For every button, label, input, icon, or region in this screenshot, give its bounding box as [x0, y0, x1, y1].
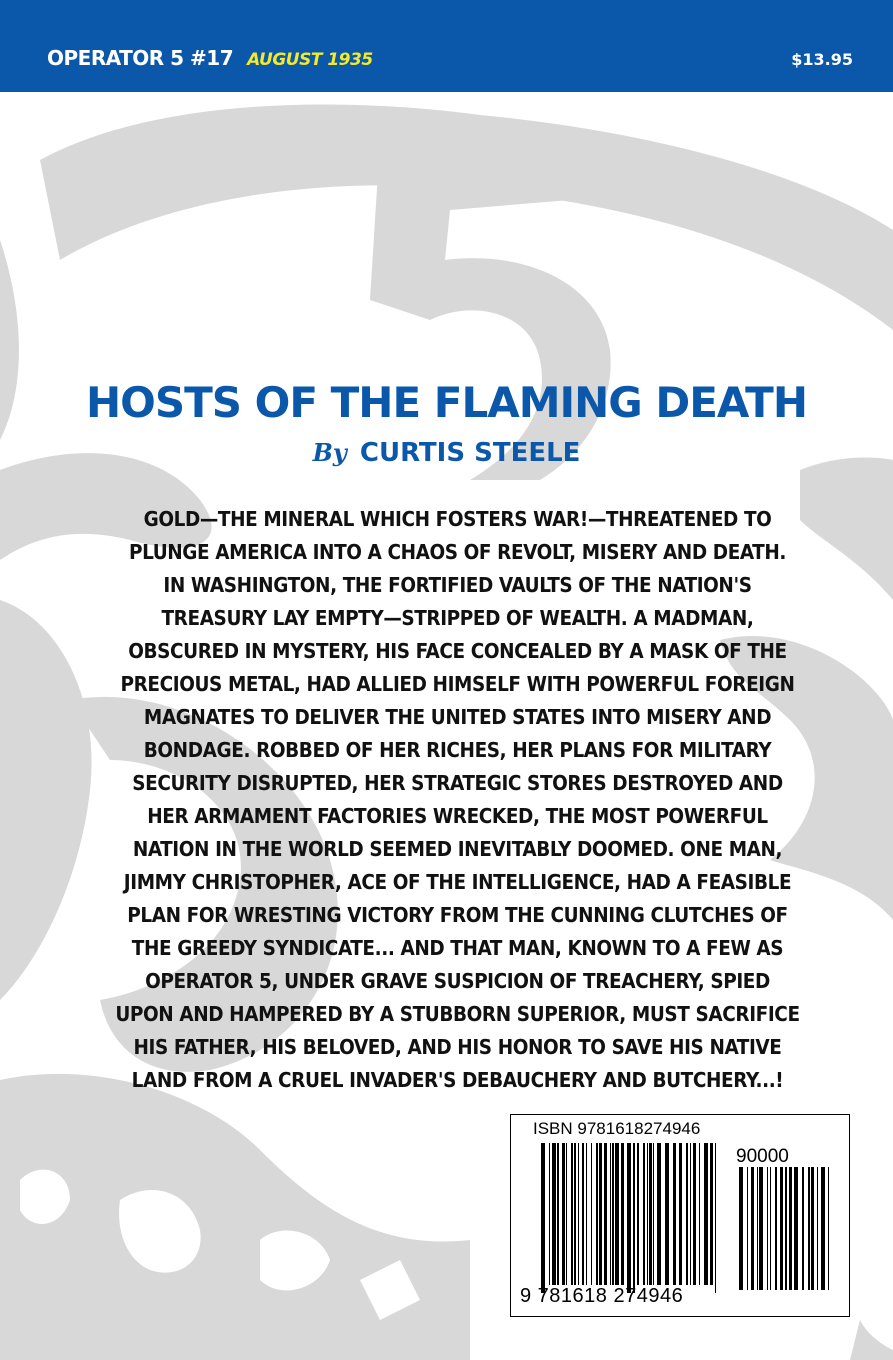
blurb-line: HIS FATHER, HIS BELOVED, AND HIS HONOR TO SAVE HIS NATIVE	[133, 1035, 782, 1059]
barcode-bar	[586, 1143, 587, 1285]
issue-date: AUGUST 1935	[247, 50, 373, 70]
barcode-bar	[610, 1143, 611, 1285]
series-issue: OPERATOR 5 #17	[47, 46, 234, 70]
barcode-bar	[828, 1167, 829, 1290]
blurb-line: HER ARMAMENT FACTORIES WRECKED, THE MOST POWERFUL	[147, 804, 768, 828]
barcode-bar	[808, 1167, 810, 1290]
blurb-line: JIMMY CHRISTOPHER, ACE OF THE INTELLIGENCE, HAD A FEASIBLE	[123, 870, 792, 894]
byline-by: By	[312, 438, 347, 467]
barcode-bar	[780, 1167, 783, 1290]
barcode-bar	[821, 1167, 825, 1290]
barcode-bar	[596, 1143, 598, 1285]
header-left	[47, 46, 373, 70]
barcode-bar	[679, 1143, 682, 1285]
blurb-line: PRECIOUS METAL, HAD ALLIED HIMSELF WITH POWERFUL FOREIGN	[120, 672, 795, 696]
barcode-bar	[649, 1143, 652, 1285]
blurb-line: UPON AND HAMPERED BY A STUBBORN SUPERIOR, MUST SACRIFICE	[115, 1002, 800, 1026]
byline	[0, 438, 893, 468]
barcode-bar	[647, 1143, 648, 1285]
barcode-bar	[811, 1167, 814, 1290]
blurb-line: PLAN FOR WRESTING VICTORY FROM THE CUNNING CLUTCHES OF	[127, 903, 788, 927]
barcode-bar	[757, 1167, 758, 1290]
isbn-barcode-panel	[510, 1114, 850, 1317]
header-bar	[0, 0, 893, 92]
barcode-bar	[770, 1167, 771, 1290]
barcode-bar	[599, 1143, 602, 1285]
barcode-bar	[637, 1143, 639, 1285]
blurb-line: OBSCURED IN MYSTERY, HIS FACE CONCEALED BY A MASK OF THE	[128, 639, 787, 663]
blurb-line: NATION IN THE WORLD SEEMED INEVITABLY DOOMED. ONE MAN,	[132, 837, 783, 861]
barcode-bar	[562, 1143, 565, 1285]
blurb-line: IN WASHINGTON, THE FORTIFIED VAULTS OF THE NATION'S	[163, 573, 752, 597]
price-code: 90000	[736, 1146, 789, 1167]
ean-digits: 9 781618 274946	[520, 1285, 684, 1307]
isbn-label: ISBN 9781618274946	[533, 1119, 701, 1138]
blurb-line: OPERATOR 5, UNDER GRAVE SUSPICION OF TREACHERY, SPIED	[145, 969, 770, 993]
blurb-line: SECURITY DISRUPTED, HER STRATEGIC STORES DESTROYED AND	[132, 771, 783, 795]
synopsis-blurb	[100, 503, 815, 1097]
barcode-bar	[612, 1143, 614, 1285]
barcode-bar	[582, 1143, 584, 1285]
barcode-bar	[739, 1167, 743, 1290]
barcode-bar	[817, 1167, 818, 1290]
barcode-bar	[566, 1143, 567, 1285]
barcode-bar	[643, 1143, 645, 1285]
blurb-line: LAND FROM A CRUEL INVADER'S DEBAUCHERY AND BUTCHERY...!	[131, 1068, 784, 1092]
barcode-bar	[715, 1143, 716, 1293]
barcode-bar	[557, 1143, 559, 1285]
barcode-bar	[699, 1143, 700, 1285]
barcode-bar	[665, 1143, 669, 1285]
blurb-line: TREASURY LAY EMPTY—STRIPPED OF WEALTH. A MADMAN,	[161, 606, 754, 630]
blurb-line: PLUNGE AMERICA INTO A CHAOS OF REVOLT, MISERY AND DEATH.	[128, 540, 787, 564]
barcode-bar	[785, 1167, 787, 1290]
barcode-bar	[615, 1143, 619, 1285]
barcode-bar	[789, 1167, 792, 1290]
barcode-bar	[657, 1143, 661, 1285]
barcode-bar	[604, 1143, 607, 1285]
barcode-bar	[591, 1143, 592, 1285]
barcode-bar	[686, 1143, 688, 1285]
barcode-bar	[759, 1167, 763, 1290]
barcode-bar	[578, 1143, 579, 1285]
blurb-line: MAGNATES TO DELIVER THE UNITED STATES INTO MISERY AND	[143, 705, 772, 729]
barcode-bar	[552, 1143, 556, 1285]
barcode-bar	[704, 1143, 708, 1285]
blurb-line: BONDAGE. ROBBED OF HER RICHES, HER PLANS FOR MILITARY	[143, 738, 772, 762]
barcode-bar	[751, 1167, 754, 1290]
barcode-bar	[633, 1143, 635, 1293]
barcode-bar	[574, 1143, 576, 1285]
barcode-bar	[571, 1143, 573, 1285]
blurb-line: GOLD—THE MINERAL WHICH FOSTERS WAR!—THREATENED TO	[143, 507, 772, 531]
barcode-bar	[627, 1143, 631, 1293]
barcode-bar	[653, 1143, 654, 1285]
barcode-bar	[690, 1143, 691, 1285]
price-label: $13.95	[791, 50, 853, 69]
barcode-bar	[775, 1167, 777, 1290]
barcode-bar	[794, 1167, 798, 1290]
barcode-bar	[693, 1143, 696, 1285]
barcode-bar	[621, 1143, 624, 1285]
book-title: HOSTS OF THE FLAMING DEATH	[86, 378, 807, 427]
barcode-bar	[541, 1143, 545, 1293]
barcode-bar	[767, 1167, 768, 1290]
barcode-bar	[673, 1143, 676, 1285]
author-name: CURTIS STEELE	[359, 438, 581, 468]
barcode-bar	[710, 1143, 713, 1285]
barcode-bar	[549, 1143, 550, 1285]
barcode-bar	[747, 1167, 748, 1290]
barcode-bar	[802, 1167, 804, 1290]
blurb-line: THE GREEDY SYNDICATE... AND THAT MAN, KNOWN TO A FEW AS	[131, 936, 784, 960]
